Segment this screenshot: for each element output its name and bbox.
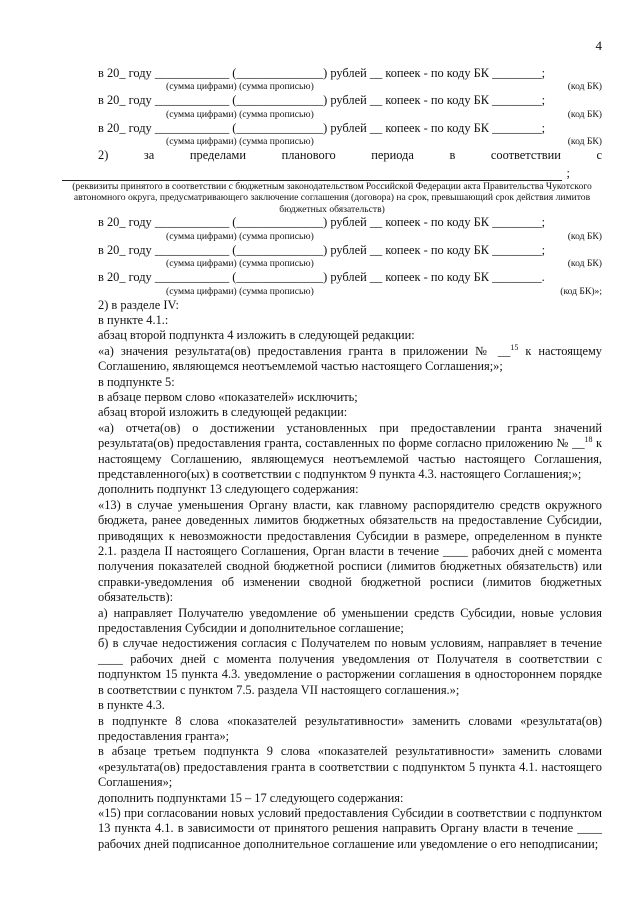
- text-part: «а) значения результата(ов) предоставления гранта в приложении № __: [98, 343, 511, 358]
- amount-caption: (сумма цифрами) (сумма прописью): [166, 285, 314, 297]
- paragraph-subpoint-5: в подпункте 5:: [98, 374, 175, 389]
- paragraph-remove-word: в абзаце первом слово «показателей» исключить;: [98, 389, 358, 404]
- paragraph-reports: [62, 421, 602, 483]
- document-body: [62, 66, 602, 852]
- paragraph-subpoint-8: в подпункте 8 слова «показателей результативности» заменить словами «результата(ов) предоставления гранта»;: [98, 713, 602, 743]
- paragraph-subpoint-13: «13) в случае уменьшения Органу власти, как главному распорядителю средств окружного бюджета, ранее доведенных лимитов бюджетных обязательств на предоставление Субсидии, приводящих к невозможности предоставления Субсидии в размере, определенном в пункте 2.1. раздела II настоящего Соглашения, Орган власти в течение ____ рабочих дней с момента получения показателей сводной бюджетной росписи (лимитов бюджетных обязательств) или справки-уведомления об изменении сводной бюджетной росписи (лимитов бюджетных обязательств):: [98, 497, 602, 605]
- budget-line: в 20_ году ____________ (______________) рублей __ копеек - по коду БК ________;: [98, 215, 546, 230]
- budget-block-2: [62, 215, 602, 297]
- code-caption: (код БК): [567, 258, 602, 270]
- text-part: к настоящему Соглашению, являющемся неотъемлемой частью настоящего Соглашения;»;: [98, 343, 602, 374]
- amount-caption: (сумма цифрами) (сумма прописью): [166, 108, 314, 120]
- requisites-underline: [62, 164, 570, 181]
- page-number: 4: [595, 38, 602, 53]
- paragraph-subpoint-4: абзац второй подпункта 4 изложить в следующей редакции:: [98, 328, 415, 343]
- paragraph-result-values: [62, 344, 602, 375]
- text-part: к настоящему Соглашению, являющемуся неотъемлемой частью настоящего Соглашения, представленного(ых) в соответствии с подпунктом 9 пункта 4.3. настоящего Соглашения;»;: [98, 436, 602, 481]
- budget-line-captions: [62, 109, 602, 121]
- amount-caption: (сумма цифрами) (сумма прописью): [166, 136, 314, 148]
- code-caption: (код БК): [567, 108, 602, 120]
- budget-line: в 20_ году ____________ (______________) рублей __ копеек - по коду БК ________;: [98, 120, 546, 135]
- budget-line-captions: [62, 136, 602, 148]
- budget-line: в 20_ году ____________ (______________) рублей __ копеек - по коду БК ________;: [98, 242, 546, 257]
- paragraph-second-abzac: абзац второй изложить в следующей редакции:: [98, 405, 348, 420]
- paragraph-item-b: б) в случае недостижения согласия с Получателем по новым условиям, направляет в течение ____ рабочих дней с момента получения уведомления от Получателя в соответствии с подпунктом 15 пункта 4.3. уведомление о расторжении соглашения в одностороннем порядке в соответствии с пунктом 7.5. раздела VII настоящего соглашения.»;: [98, 636, 602, 697]
- amount-caption: (сумма цифрами) (сумма прописью): [166, 230, 314, 242]
- budget-line-captions: [62, 258, 602, 270]
- budget-line-captions: [62, 286, 602, 298]
- paragraph-subpoint-9: в абзаце третьем подпункта 9 слова «показателей результативности» заменить словами «результата(ов) предоставления гранта в соответствии с подпунктом 5 пункта 4.1. настоящего Соглашения»;: [98, 744, 602, 790]
- code-caption: (код БК): [567, 136, 602, 148]
- paragraph-item-a: а) направляет Получателю уведомление об уменьшении средств Субсидии, новые условия предоставления Субсидии и дополнительное соглашение;: [98, 605, 602, 636]
- budget-line-captions: [62, 81, 602, 93]
- text-part: «а) отчета(ов) о достижении установленных при предоставлении гранта значений результата(ов) предоставления гранта, составленных по форме согласно приложению № __: [98, 420, 602, 451]
- code-caption: (код БК)»;: [560, 285, 602, 297]
- amount-caption: (сумма цифрами) (сумма прописью): [166, 81, 314, 93]
- amount-caption: (сумма цифрами) (сумма прописью): [166, 258, 314, 270]
- budget-line: в 20_ году ____________ (______________) рублей __ копеек - по коду БК ________;: [98, 66, 546, 80]
- footnote-ref: 18: [584, 435, 593, 445]
- paragraph-point-4-1: в пункте 4.1.:: [98, 312, 169, 327]
- code-caption: (код БК): [567, 81, 602, 93]
- footnote-ref: 15: [510, 342, 519, 352]
- budget-line-captions: [62, 231, 602, 243]
- paragraph-add-subpoints-15-17: дополнить подпунктами 15 – 17 следующего содержания:: [98, 790, 404, 805]
- budget-block-1: [62, 66, 602, 148]
- paragraph-point-4-3: в пункте 4.3.: [98, 698, 165, 713]
- budget-line: в 20_ году ____________ (______________) рублей __ копеек - по коду БК ________.: [98, 270, 545, 285]
- budget-line: в 20_ году ____________ (______________) рублей __ копеек - по коду БК ________;: [98, 93, 546, 108]
- requisites-caption: (реквизиты принятого в соответствии с бюджетным законодательством Российской Федерации акта Правительства Чукотского автономного округа, предусматривающего заключение соглашения (договора) на срок, превышающий срок действия лимитов бюджетных обязательств): [72, 180, 592, 215]
- code-caption: (код БК): [567, 230, 602, 242]
- paragraph-add-subpoint-13: дополнить подпункт 13 следующего содержания:: [98, 482, 359, 497]
- paragraph-subpoint-15: «15) при согласовании новых условий предоставления Субсидии в соответствии с подпунктом 13 пункта 4.1. в зависимости от принятого решения направить Органу власти в течение ____ рабочих дней подписанное дополнительное соглашение или уведомление о его неподписании;: [98, 805, 602, 851]
- item-2-line: 2) за пределами планового периода в соответствии с: [98, 148, 602, 163]
- paragraph-section-iv: 2) в разделе IV:: [98, 297, 179, 312]
- underline-end: ;: [566, 166, 570, 181]
